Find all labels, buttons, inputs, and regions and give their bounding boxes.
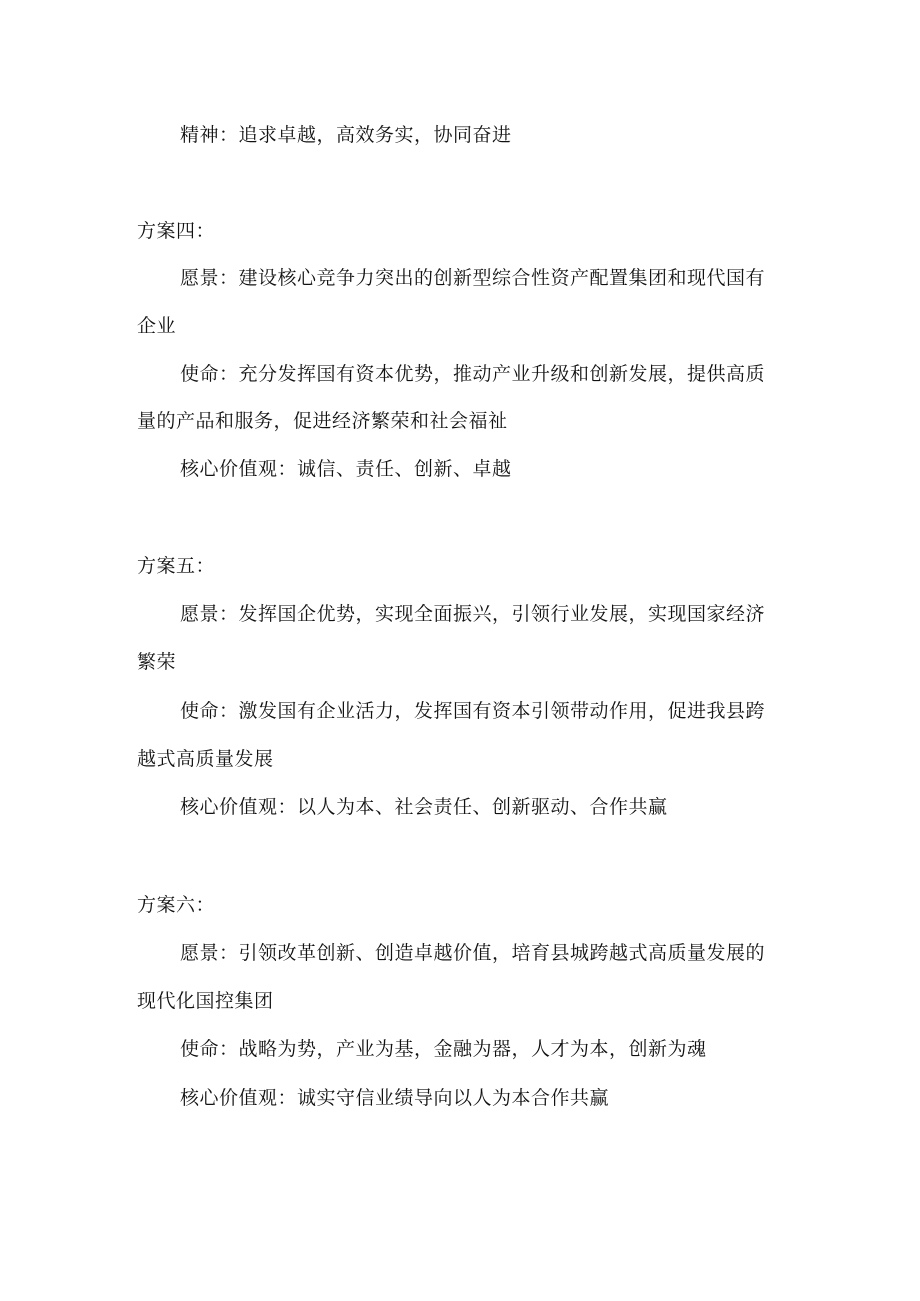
plan-4-values-line: 核心价值观：诚信、责任、创新、卓越 [180,458,512,480]
plan-5-mission-line-2: 越式高质量发展 [137,748,274,770]
plan-6-values-line: 核心价值观：诚实守信业绩导向以人为本合作共赢 [180,1087,610,1109]
spirit-line: 精神：追求卓越，高效务实，协同奋进 [180,124,512,146]
plan-4-vision-line-2: 企业 [137,315,177,337]
plan-6-vision-line-1: 愿景：引领改革创新、创造卓越价值，培育县城跨越式高质量发展的 [180,942,766,964]
plan-5-vision-line-2: 繁荣 [137,651,177,673]
plan-4-mission-line-2: 量的产品和服务，促进经济繁荣和社会福祉 [137,410,508,432]
plan-4-vision-line-1: 愿景：建设核心竞争力突出的创新型综合性资产配置集团和现代国有 [180,267,766,289]
plan-6-heading: 方案六： [137,894,216,916]
plan-6-mission-line: 使命：战略为势，产业为基，金融为器，人才为本，创新为魂 [180,1038,707,1060]
plan-5-values-line: 核心价值观：以人为本、社会责任、创新驱动、合作共赢 [180,796,668,818]
plan-5-mission-line-1: 使命：激发国有企业活力，发挥国有资本引领带动作用，促进我县跨 [180,700,766,722]
plan-6-vision-line-2: 现代化国控集团 [137,990,274,1012]
plan-5-heading: 方案五： [137,555,216,577]
plan-5-vision-line-1: 愿景：发挥国企优势，实现全面振兴，引领行业发展，实现国家经济 [180,603,766,625]
plan-4-mission-line-1: 使命：充分发挥国有资本优势，推动产业升级和创新发展，提供高质 [180,363,766,385]
plan-4-heading: 方案四： [137,220,216,242]
